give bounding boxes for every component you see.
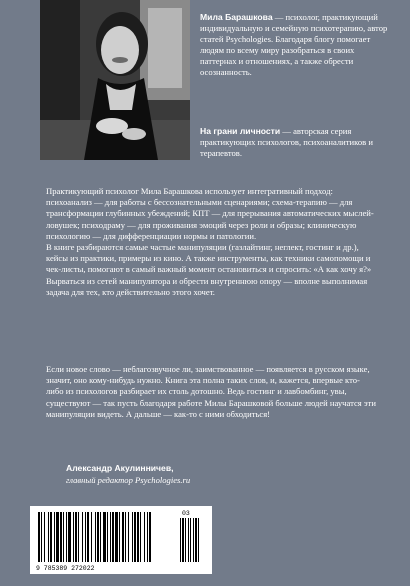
barcode-bar (125, 512, 126, 562)
barcode-bar (56, 512, 59, 562)
barcode-addon-bar (185, 518, 186, 562)
barcode-bar (119, 512, 120, 562)
barcode-bar (147, 512, 148, 562)
barcode-bar (50, 512, 52, 562)
review-signature (66, 462, 366, 486)
author-photo (40, 0, 190, 160)
barcode-bar (132, 512, 133, 562)
barcode-addon-bar (190, 518, 191, 562)
description-paragraph-1: Практикующий психолог Мила Барашкова использует интегративный подход: психоанализ — для работы с бессознательными сценариями; схема-терапию — для трансформации глубинных убеждений; КПТ — для прерывания автоматических мыслей-ловушек; психодраму — для проживания эмоций через роли и образы; клиническую психологию — для дифференциации нормы и патологии. (46, 186, 374, 241)
barcode-bar (75, 512, 77, 562)
book-description (46, 186, 376, 298)
barcode-bar (60, 512, 62, 562)
barcode-bar (107, 512, 108, 562)
barcode-bar (97, 512, 99, 562)
description-paragraph-2: В книге разбираются самые частые манипуляции (газлайтинг, неглект, гостинг и др.), кейсы из практики, примеры из кино. А также инструменты, как техники самопомощи и чек-листы, помогают в самый важный момент остановиться и спросить: «А как хочу я?» (46, 242, 372, 275)
series-name: На грани личности (200, 126, 281, 136)
barcode-bar (48, 512, 49, 562)
barcode-image (30, 506, 212, 574)
barcode-bar (110, 512, 111, 562)
barcode-addon-bar (188, 518, 189, 562)
reviewer-role: главный редактор Psychologies.ru (66, 475, 191, 485)
barcode-bar (100, 512, 101, 562)
barcode-bar (68, 512, 71, 562)
barcode-bar (41, 512, 42, 562)
barcode-addon-bar (180, 518, 181, 562)
barcode-bar (38, 512, 40, 562)
barcode-bar (87, 512, 89, 562)
barcode-bar (137, 512, 139, 562)
barcode-bar (144, 512, 145, 562)
barcode-addon-bar (182, 518, 184, 562)
barcode-addon-bar (193, 518, 194, 562)
author-photo-image (40, 0, 190, 160)
barcode-bar (115, 512, 118, 562)
author-bio (200, 12, 390, 78)
barcode-bar (91, 512, 92, 562)
description-paragraph-3: Вырваться из сетей манипулятора и обрести внутреннюю опору — вполне выполнимая задача для тех, кто действительно этого хочет. (46, 275, 368, 297)
barcode-bar (85, 512, 86, 562)
barcode-addon-bar (198, 518, 199, 562)
reviewer-name: Александр Акулинничев, (66, 463, 174, 473)
barcode-bar (82, 512, 83, 562)
barcode-bar (78, 512, 79, 562)
barcode-digits: 9 785389 272022 (36, 565, 95, 572)
isbn-barcode (30, 506, 212, 574)
barcode-addon-bar (195, 518, 197, 562)
barcode-bar (66, 512, 67, 562)
series-text: — авторская серия практикующих психологов, психоаналитиков и терапевтов. (200, 126, 373, 158)
barcode-bar (149, 512, 151, 562)
author-bio-text: — психолог, практикующий индивидуальную и семейную психотерапию, автор статей Psychologies. Благодаря блогу помогает людям по всему миру разобраться в своих паттернах и отношениях, а также обрести осознанность. (200, 12, 388, 77)
barcode-bar (95, 512, 96, 562)
series-description (200, 126, 390, 159)
barcode-bar (134, 512, 136, 562)
barcode-addon-digits: 03 (182, 510, 190, 517)
author-name: Мила Барашкова (200, 12, 273, 22)
barcode-bar (122, 512, 124, 562)
barcode-bar (103, 512, 106, 562)
review-quote: Если новое слово — неблагозвучное ли, заимствованное — появляется в русском языке, значит, оно кому-нибудь нужно. Книга эта полна таких слов, и, кажется, впервые кто-либо из психологов разбирает их столь дотошно. Ведь гостинг и лавбомбинг, увы, существуют — так пусть благодаря работе Милы Барашковой больше людей научатся эти манипуляции видеть. А дальше — как-то с ними обходиться! (46, 364, 376, 419)
barcode-bar (128, 512, 129, 562)
barcode-bar (140, 512, 141, 562)
barcode-bar (44, 512, 45, 562)
barcode-bar (112, 512, 114, 562)
barcode-bar (63, 512, 64, 562)
barcode-bar (73, 512, 74, 562)
barcode-bar (54, 512, 55, 562)
